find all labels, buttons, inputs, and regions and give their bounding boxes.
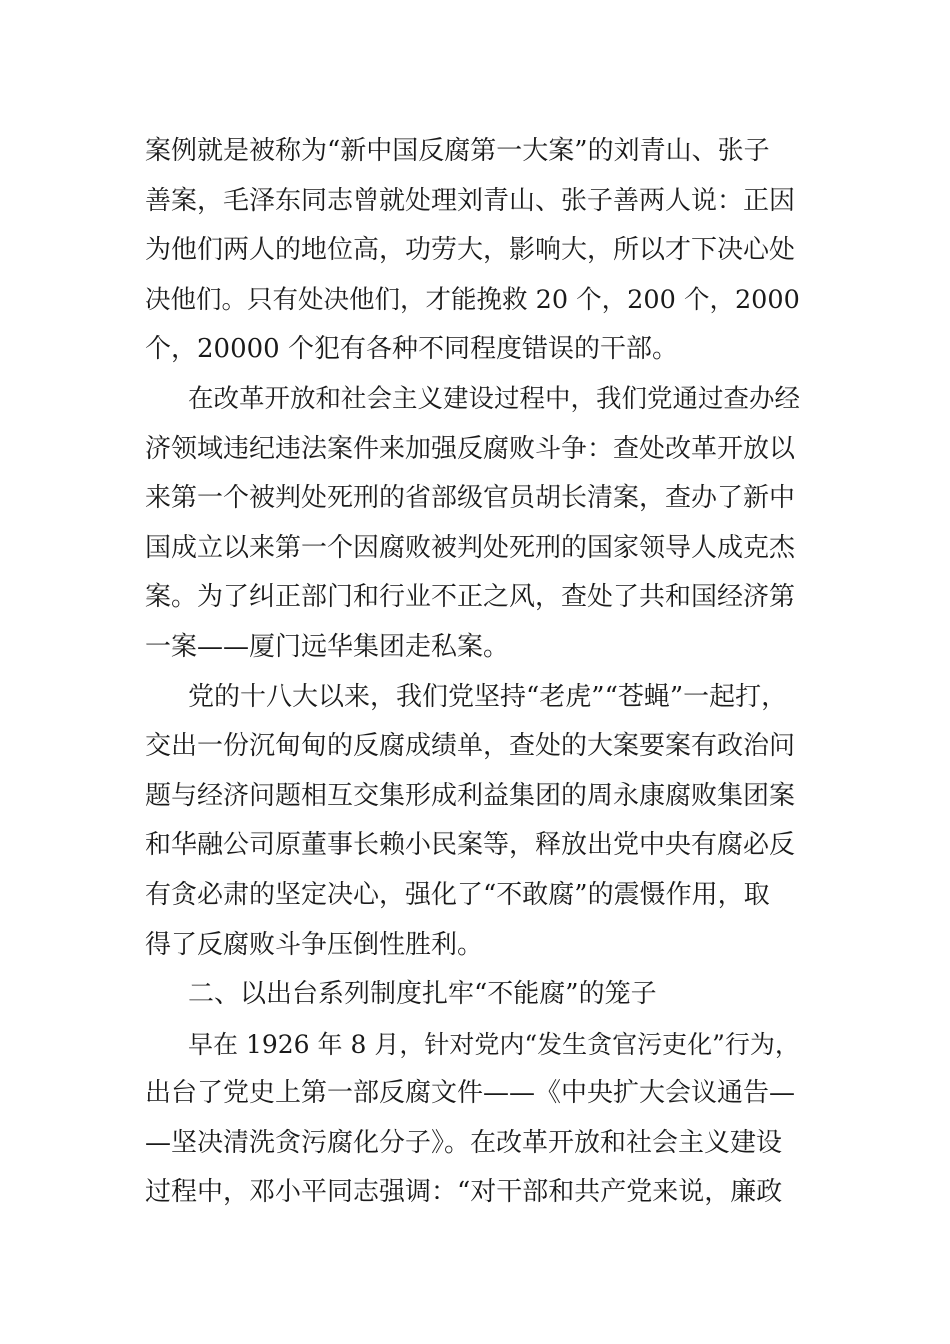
text-line: 有贪必肃的坚定决心，强化了“不敢腐”的震慑作用，取: [145, 879, 770, 910]
paragraph-start-line: 党的十八大以来，我们党坚持“老虎”“苍蝇”一起打，: [188, 681, 788, 712]
text-line: 国成立以来第一个因腐败被判处死刑的国家领导人成克杰: [145, 532, 796, 563]
text-line: 案。为了纠正部门和行业不正之风，查处了共和国经济第: [145, 582, 796, 613]
text-line: 和华融公司原董事长赖小民案等，释放出党中央有腐必反: [145, 830, 796, 861]
paragraph-start-line: 在改革开放和社会主义建设过程中，我们党通过查办经: [188, 383, 801, 414]
text-line: —坚决清洗贪污腐化分子》。在改革开放和社会主义建设: [145, 1127, 783, 1158]
text-line: 为他们两人的地位高，功劳大，影响大，所以才下决心处: [145, 235, 796, 266]
text-line: 出台了党史上第一部反腐文件——《中央扩大会议通告—: [145, 1078, 796, 1109]
paragraph-start-line: 早在 1926 年 8 月，针对党内“发生贪官污吏化”行为，: [188, 1029, 800, 1059]
text-line: 题与经济问题相互交集形成利益集团的周永康腐败集团案: [145, 780, 796, 811]
section-heading: 二、以出台系列制度扎牢“不能腐”的笼子: [188, 979, 657, 1010]
text-line: 善案，毛泽东同志曾就处理刘青山、张子善两人说：正因: [145, 185, 796, 216]
text-line: 来第一个被判处死刑的省部级官员胡长清案，查办了新中: [145, 483, 796, 514]
text-line: 个，20000 个犯有各种不同程度错误的干部。: [145, 334, 678, 365]
text-line: 案例就是被称为“新中国反腐第一大案”的刘青山、张子: [145, 136, 770, 166]
document-page: [145, 127, 810, 1218]
text-line: 得了反腐败斗争压倒性胜利。: [145, 929, 484, 960]
text-line: 过程中，邓小平同志强调：“对干部和共产党来说，廉政: [145, 1177, 783, 1208]
text-line: 决他们。只有处决他们，才能挽救 20 个，200 个，2000: [145, 284, 800, 315]
text-line: 一案——厦门远华集团走私案。: [145, 631, 510, 662]
text-line: 交出一份沉甸甸的反腐成绩单，查处的大案要案有政治问: [145, 731, 796, 762]
text-line: 济领域违纪违法案件来加强反腐败斗争：查处改革开放以: [145, 433, 796, 464]
